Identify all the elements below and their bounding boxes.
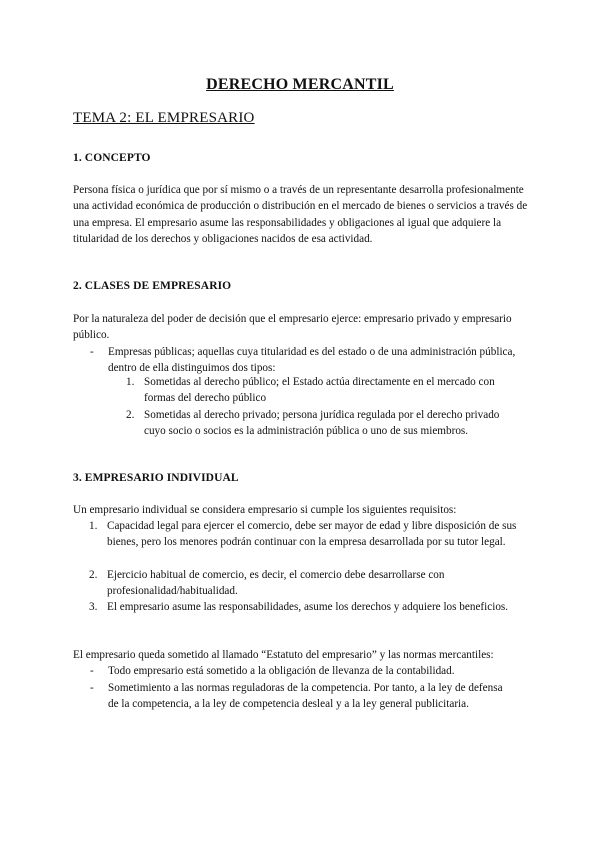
list-item [90,680,510,713]
section-paragraph-requisitos: Un empresario individual se considera empresario si cumple los siguientes requisitos: [73,504,457,516]
list-item-text: Sometidas al derecho privado; persona jurídica regulada por el derecho privado cuyo socio o socios es la administración pública o uno de sus miembros. [144,409,500,438]
section-heading-empresario-individual: 3. EMPRESARIO INDIVIDUAL [73,472,239,484]
list-item [126,407,521,440]
list-item [90,663,520,679]
list-item-text: Capacidad legal para ejercer el comercio, debe ser mayor de edad y libre disposición de sus bienes, pero los menores podrán continuar con la empresa desarrollada por su tutor legal. [107,520,517,549]
list-item [90,344,520,377]
list-marker: 2. [89,569,98,581]
list-item [89,567,509,600]
list-marker: 2. [126,409,135,421]
list-item [89,599,509,615]
list-item-text: Sometidas al derecho público; el Estado actúa directamente en el mercado con formas del derecho público [144,376,495,405]
list-marker: 3. [89,601,98,613]
section-paragraph-estatuto: El empresario queda sometido al llamado “Estatuto del empresario” y las normas mercantiles: [73,649,494,661]
list-marker: - [90,682,94,694]
list-marker: - [90,665,94,677]
list-marker: 1. [126,376,135,388]
document-title: DERECHO MERCANTIL [206,76,394,93]
section-paragraph-clases: Por la naturaleza del poder de decisión que el empresario ejerce: empresario privado y empresario público. [73,313,512,342]
list-item-text: El empresario asume las responsabilidades, asume los derechos y adquiere los beneficios. [107,601,509,613]
list-marker: 1. [89,520,98,532]
list-item-text: Todo empresario está sometido a la obligación de llevanza de la contabilidad. [108,665,455,677]
section-paragraph-concepto: Persona física o jurídica que por sí mismo o a través de un representante desarrolla profesionalmente una actividad económica de producción o distribución en el mercado de bienes o servicios a través de una empresa. El empresario asume las responsabilidades y obligaciones al igual que adquiere la titularidad de los derechos y obligaciones nacidos de esa actividad. [73,184,528,246]
list-item [89,518,527,551]
list-marker: - [90,346,94,358]
list-item-text: Empresas públicas; aquellas cuya titularidad es del estado o de una administración pública, dentro de ella distinguimos dos tipos: [108,346,516,375]
list-item [126,374,526,407]
section-heading-clases: 2. CLASES DE EMPRESARIO [73,280,232,292]
topic-title: TEMA 2: EL EMPRESARIO [73,110,255,126]
list-item-text: Sometimiento a las normas reguladoras de la competencia. Por tanto, a la ley de defensa de la competencia, a la ley de competencia desleal y a la ley general publicitaria. [108,682,503,711]
list-item-text: Ejercicio habitual de comercio, es decir, el comercio debe desarrollarse con profesionalidad/habitualidad. [107,569,445,598]
section-heading-concepto: 1. CONCEPTO [73,152,151,164]
